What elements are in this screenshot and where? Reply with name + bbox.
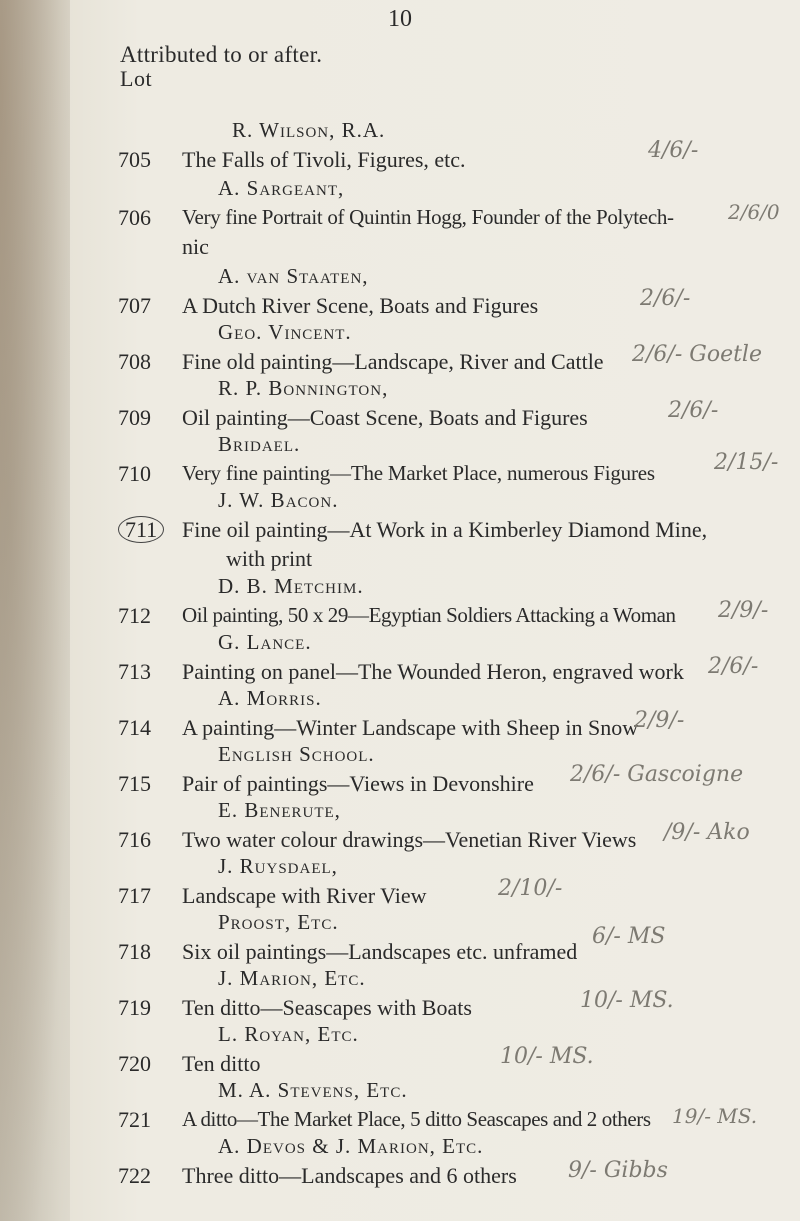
lot-description: Oil painting, 50 x 29—Egyptian Soldiers Attacking a Woman [182, 603, 676, 627]
artist-name: English School. [218, 742, 375, 766]
lot-number: 722 [118, 1163, 151, 1188]
artist-name: A. van Staaten, [218, 264, 369, 288]
price-annotation: 2/9/- [634, 708, 685, 733]
price-annotation: 2/6/- Gascoigne [570, 762, 744, 787]
lot-description: Ten ditto—Seascapes with Boats [182, 995, 472, 1020]
lot-number: 710 [118, 461, 151, 486]
lot-number: 714 [118, 715, 151, 740]
lot-number: 719 [118, 995, 151, 1020]
artist-name: A. Morris. [218, 686, 322, 710]
lot-description: Fine old painting—Landscape, River and Cattle [182, 349, 604, 374]
lot-description: Three ditto—Landscapes and 6 others [182, 1163, 517, 1188]
price-annotation: 2/6/- [668, 398, 719, 423]
lot-number: 717 [118, 883, 151, 908]
price-annotation: 2/6/- [640, 286, 691, 311]
lot-description: Very fine Portrait of Quintin Hogg, Founder of the Polytech- [182, 205, 674, 229]
lot-description: Pair of paintings—Views in Devonshire [182, 771, 534, 796]
artist-name: L. Royan, Etc. [218, 1022, 359, 1046]
lot-number: 715 [118, 771, 151, 796]
artist-name: Bridael. [218, 432, 301, 456]
circled-lot-number: 711 [118, 516, 164, 543]
lot-description-continued: nic [182, 234, 209, 259]
lot-number [118, 517, 166, 543]
lot-number: 718 [118, 939, 151, 964]
lot-number: 707 [118, 293, 151, 318]
price-annotation: 6/- MS [592, 924, 666, 949]
price-annotation: 9/- Gibbs [568, 1158, 668, 1183]
section-heading: Attributed to or after. [120, 42, 323, 67]
price-annotation: 2/9/- [718, 598, 769, 623]
artist-name: Geo. Vincent. [218, 320, 352, 344]
artist-name: E. Benerute, [218, 798, 341, 822]
artist-name: D. B. Metchim. [218, 574, 364, 598]
lot-description: Landscape with River View [182, 883, 427, 908]
lot-number: 721 [118, 1107, 151, 1132]
lot-description: Ten ditto [182, 1051, 261, 1076]
lot-description: Oil painting—Coast Scene, Boats and Figures [182, 405, 588, 430]
price-annotation: 2/6/0 [728, 200, 780, 224]
lot-description: Very fine painting—The Market Place, numerous Figures [182, 461, 655, 485]
lot-description: A ditto—The Market Place, 5 ditto Seascapes and 2 others [182, 1107, 651, 1131]
page-number: 10 [388, 6, 412, 32]
artist-name: R. Wilson, R.A. [232, 118, 386, 142]
lot-number: 713 [118, 659, 151, 684]
lot-description-continued: with print [226, 546, 313, 571]
price-annotation: 2/15/- [714, 450, 779, 475]
page-edge-stain [0, 0, 70, 1221]
artist-name: G. Lance. [218, 630, 312, 654]
price-annotation: 10/- MS. [500, 1044, 594, 1069]
lot-description: A Dutch River Scene, Boats and Figures [182, 293, 539, 318]
price-annotation: 10/- MS. [580, 988, 674, 1013]
artist-name: J. Marion, Etc. [218, 966, 366, 990]
lot-number: 716 [118, 827, 151, 852]
lot-number: 706 [118, 205, 151, 230]
lot-column-heading: Lot [120, 66, 153, 91]
lot-description: The Falls of Tivoli, Figures, etc. [182, 147, 466, 172]
artist-name: R. P. Bonnington, [218, 376, 389, 400]
price-annotation: 2/10/- [498, 876, 563, 901]
lot-description: Two water colour drawings—Venetian River Views [182, 827, 637, 852]
lot-number: 712 [118, 603, 151, 628]
artist-name: J. W. Bacon. [218, 488, 339, 512]
artist-name: A. Sargeant, [218, 176, 345, 200]
lot-description: A painting—Winter Landscape with Sheep in Snow [182, 715, 639, 740]
price-annotation: 19/- MS. [672, 1104, 758, 1128]
lot-description: Painting on panel—The Wounded Heron, engraved work [182, 659, 684, 684]
artist-name: A. Devos & J. Marion, Etc. [218, 1134, 484, 1158]
artist-name: Proost, Etc. [218, 910, 339, 934]
lot-number: 709 [118, 405, 151, 430]
lot-number: 720 [118, 1051, 151, 1076]
price-annotation: 4/6/- [648, 138, 699, 163]
price-annotation: 2/6/- Goetle [632, 342, 762, 367]
lot-number: 705 [118, 147, 151, 172]
price-annotation: /9/- Ako [664, 820, 750, 845]
price-annotation: 2/6/- [708, 654, 759, 679]
artist-name: J. Ruysdael, [218, 854, 338, 878]
artist-name: M. A. Stevens, Etc. [218, 1078, 408, 1102]
lot-description: Six oil paintings—Landscapes etc. unframed [182, 939, 578, 964]
lot-description: Fine oil painting—At Work in a Kimberley Diamond Mine, [182, 517, 708, 542]
lot-number: 708 [118, 349, 151, 374]
